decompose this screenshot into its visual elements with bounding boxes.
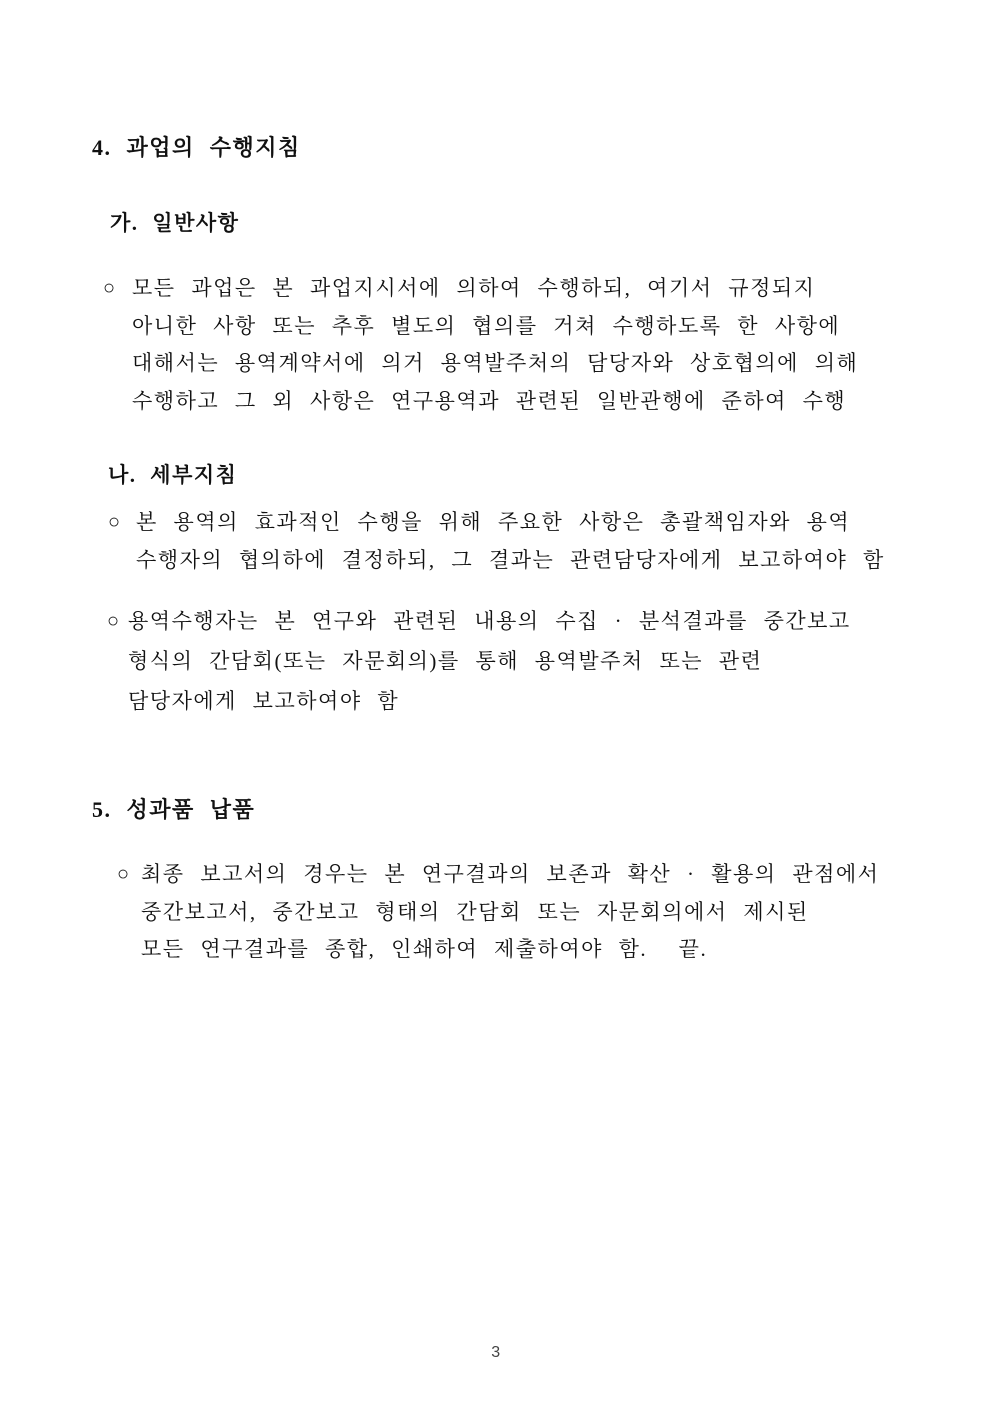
circle-bullet-icon: ○ (107, 610, 120, 632)
circle-bullet-icon: ○ (117, 863, 130, 885)
deliverable-bullet-1-lines (141, 856, 879, 969)
paragraph-line: 아니한 사항 또는 추후 별도의 협의를 거쳐 수행하도록 한 사항에 (132, 313, 841, 338)
circle-bullet-icon: ○ (103, 277, 116, 299)
detail-bullet-2-lines (128, 601, 851, 721)
section4-title: 4. 과업의 수행지침 (92, 135, 301, 160)
paragraph-line: 모든 연구결과를 종합, 인쇄하여 제출하여야 함. 끝. (141, 937, 708, 961)
paragraph-line: 대해서는 용역계약서에 의거 용역발주처의 담당자와 상호협의에 의해 (132, 351, 859, 375)
paragraph-line: 본 용역의 효과적인 수행을 위해 주요한 사항은 총괄책임자와 용역 (136, 510, 851, 534)
paragraph-line: 최종 보고서의 경우는 본 연구결과의 보존과 확산 · 활용의 관점에서 (141, 862, 880, 886)
paragraph-line: 중간보고서, 중간보고 형태의 간담회 또는 자문회의에서 제시된 (141, 899, 809, 924)
paragraph-line: 용역수행자는 본 연구와 관련된 내용의 수집 · 분석결과를 중간보고 (128, 609, 851, 633)
paragraph-line: 담당자에게 보고하여야 함 (128, 689, 400, 713)
detail-bullet-1-lines (136, 504, 885, 579)
page-number: 3 (491, 1344, 501, 1361)
section4-sub-detail-title: 나. 세부지침 (108, 463, 238, 487)
section4-sub-general-title: 가. 일반사항 (110, 211, 240, 235)
paragraph-line: 모든 과업은 본 과업지시서에 의하여 수행하되, 여기서 규정되지 (132, 276, 816, 300)
paragraph-line: 수행자의 협의하에 결정하되, 그 결과는 관련담당자에게 보고하여야 함 (136, 547, 885, 572)
general-bullet-1-lines (132, 270, 858, 420)
paragraph-line: 수행하고 그 외 사항은 연구용역과 관련된 일반관행에 준하여 수행 (132, 388, 847, 413)
circle-bullet-icon: ○ (108, 511, 121, 533)
paragraph-line: 형식의 간담회(또는 자문회의)를 통해 용역발주처 또는 관련 (128, 649, 763, 673)
section5-title: 5. 성과품 납품 (92, 797, 256, 822)
